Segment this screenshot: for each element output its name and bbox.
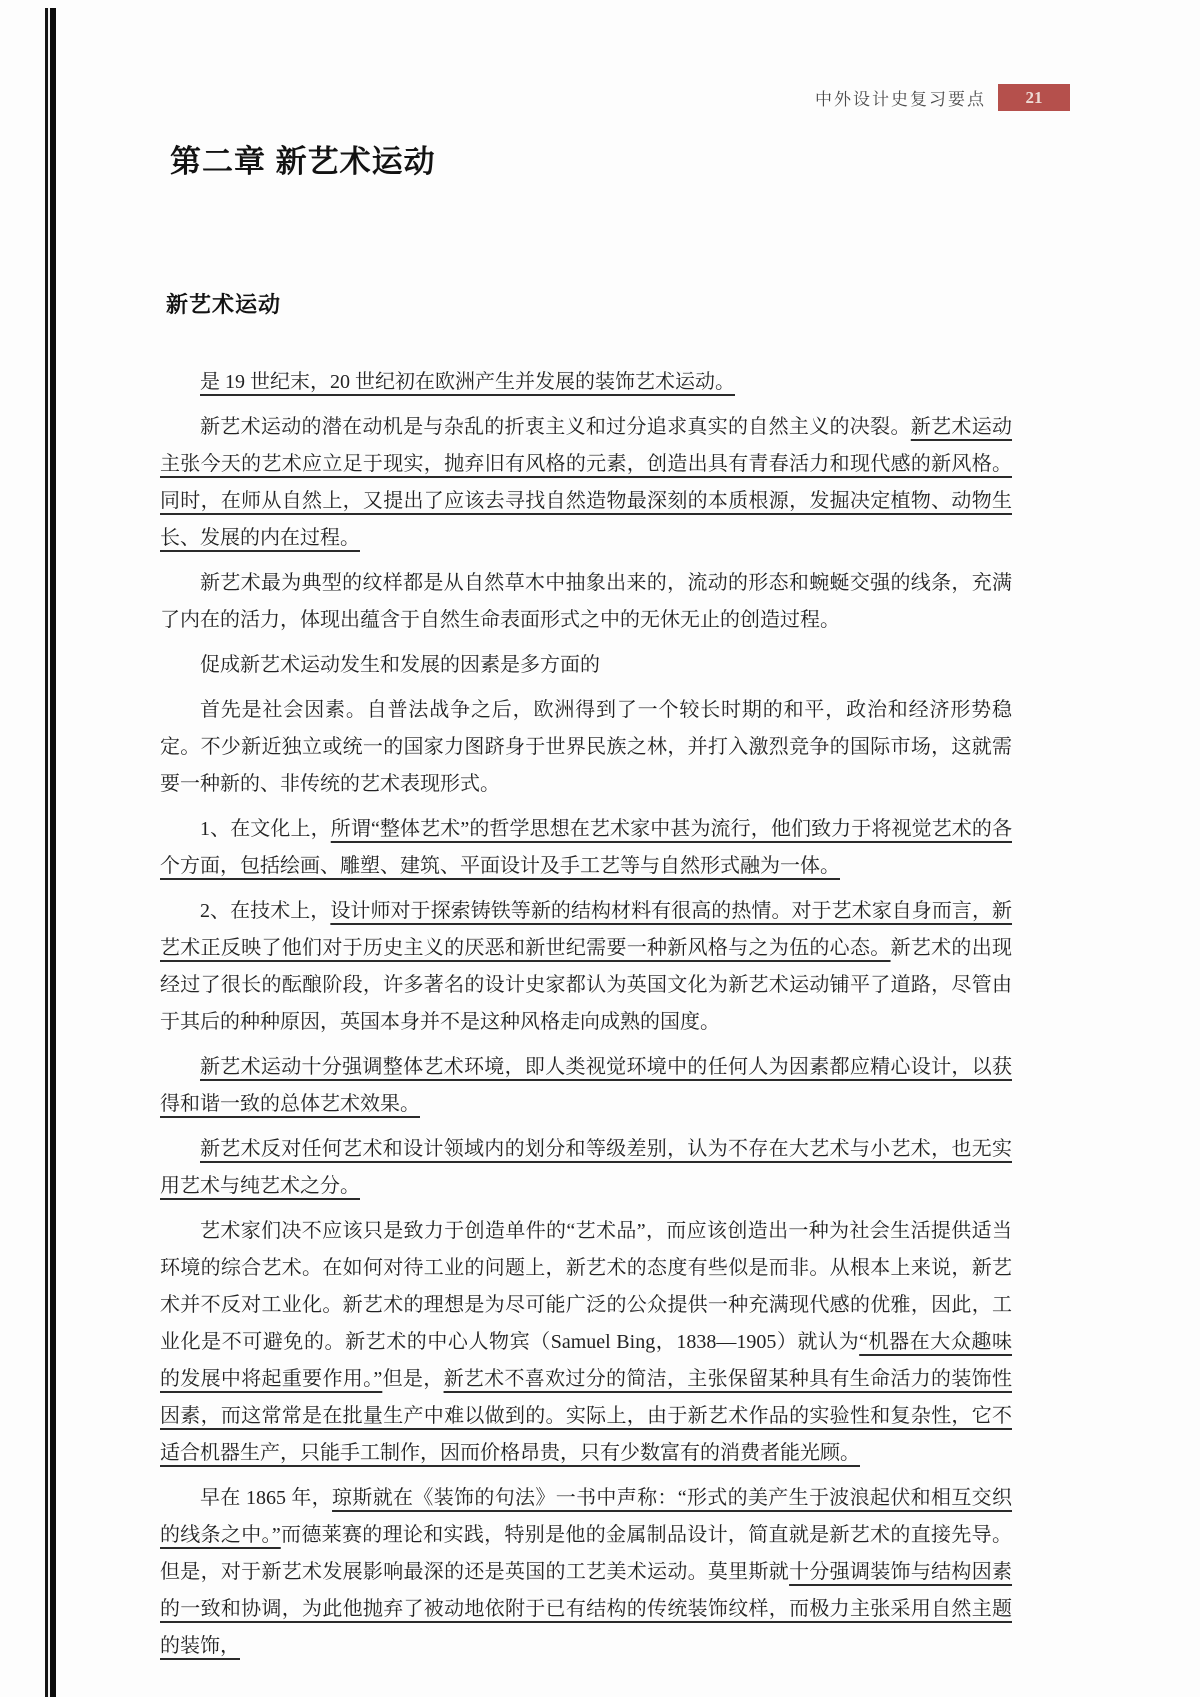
underlined-text-run: 新艺术运动十分强调整体艺术环境，即人类视觉环境中的任何人为因素都应精心设计，以获得和谐一致的总体艺术效果。 (160, 1056, 1012, 1115)
paragraph (160, 1213, 1012, 1472)
text-run: 而德莱赛的理论和实践，特别是他的金属制品设计，简直就是新艺术的直接先导。但是，对于新艺术发展影响最深的还是英国的工艺美术运动。莫里斯就 (160, 1524, 1012, 1583)
paragraph (160, 893, 1012, 1041)
underlined-text-run: 琼斯就在《装饰的句法》一书中声称：“形式的美产生于波浪起伏和相互交织的线条之中。” (160, 1487, 1013, 1546)
section-heading: 新艺术运动 (166, 292, 282, 317)
page-header (0, 84, 1070, 111)
underlined-text-run: 新艺术反对任何艺术和设计领域内的划分和等级差别，认为不存在大艺术与小艺术，也无实用艺术与纯艺术之分。 (160, 1138, 1012, 1197)
chapter-title: 第二章 新艺术运动 (170, 144, 436, 179)
underlined-text-run: 新艺术运动主张今天的艺术应立足于现实，抛弃旧有风格的元素，创造出具有青春活力和现代感的新风格。同时，在师从自然上，又提出了应该去寻找自然造物最深刻的本质根源，发掘决定植物、动物生长、发展的内在过程。 (160, 416, 1013, 549)
text-run: 2、在技术上， (200, 900, 331, 922)
paragraph (160, 1049, 1012, 1123)
paragraph (160, 409, 1012, 557)
paragraph (160, 364, 1012, 401)
underlined-text-run: “机器在大众趣味的发展中将起重要作用。” (160, 1331, 1012, 1390)
text-run: 新艺术最为典型的纹样都是从自然草木中抽象出来的，流动的形态和蜿蜒交强的线条，充满了内在的活力，体现出蕴含于自然生命表面形式之中的无休无止的创造过程。 (160, 572, 1012, 631)
text-run: 早在 1865 年， (200, 1487, 333, 1509)
page-number-badge: 21 (998, 84, 1070, 111)
text-run: 艺术家们决不应该只是致力于创造单件的“艺术品”，而应该创造出一种为社会生活提供适当环境的综合艺术。在如何对待工业的问题上，新艺术的态度有些似是而非。从根本上来说，新艺术并不反对工业化。新艺术的理想是为尽可能广泛的公众提供一种充满现代感的优雅，因此，工业化是不可避免的。新艺术的中心人物宾（Samuel Bing，1838—1905）就认为 (160, 1220, 1012, 1353)
text-run: 1、在文化上， (200, 818, 331, 840)
paragraph (160, 647, 1012, 684)
scan-binding-line (45, 8, 56, 1697)
paragraph (160, 1480, 1012, 1665)
text-run: 新艺术的出现经过了很长的酝酿阶段，许多著名的设计史家都认为英国文化为新艺术运动铺平了道路，尽管由于其后的种种原因，英国本身并不是这种风格走向成熟的国度。 (160, 937, 1013, 1033)
paragraph (160, 692, 1012, 803)
underlined-text-run: 十分强调装饰与结构因素的一致和协调，为此他抛弃了被动地依附于已有结构的传统装饰纹样，而极力主张采用自然主题的装饰， (160, 1561, 1013, 1657)
underlined-text-run: 是 19 世纪末，20 世纪初在欧洲产生并发展的装饰艺术运动。 (200, 371, 735, 393)
underlined-text-run: 设计师对于探索铸铁等新的结构材料有很高的热情。对于艺术家自身而言，新艺术正反映了他们对于历史主义的厌恶和新世纪需要一种新风格与之为伍的心态。 (160, 900, 1013, 959)
paragraph (160, 1131, 1012, 1205)
text-run: 但是， (382, 1368, 444, 1390)
underlined-text-run: 新艺术不喜欢过分的简洁，主张保留某种具有生命活力的装饰性因素，而这常常是在批量生产中难以做到的。实际上，由于新艺术作品的实验性和复杂性，它不适合机器生产，只能手工制作，因而价格昂贵，只有少数富有的消费者能光顾。 (160, 1368, 1012, 1464)
text-run: 首先是社会因素。自普法战争之后，欧洲得到了一个较长时期的和平，政治和经济形势稳定。不少新近独立或统一的国家力图跻身于世界民族之林，并打入激烈竞争的国际市场，这就需要一种新的、非传统的艺术表现形式。 (160, 699, 1012, 795)
body-paragraphs (160, 364, 1012, 1673)
text-run: 新艺术运动的潜在动机是与杂乱的折衷主义和过分追求真实的自然主义的决裂。 (200, 416, 911, 438)
text-run: 促成新艺术运动发生和发展的因素是多方面的 (200, 654, 600, 676)
paragraph (160, 565, 1012, 639)
running-head-title: 中外设计史复习要点 (815, 90, 986, 109)
paragraph (160, 811, 1012, 885)
underlined-text-run: 所谓“整体艺术”的哲学思想在艺术家中甚为流行，他们致力于将视觉艺术的各个方面，包括绘画、雕塑、建筑、平面设计及手工艺等与自然形式融为一体。 (160, 818, 1012, 877)
